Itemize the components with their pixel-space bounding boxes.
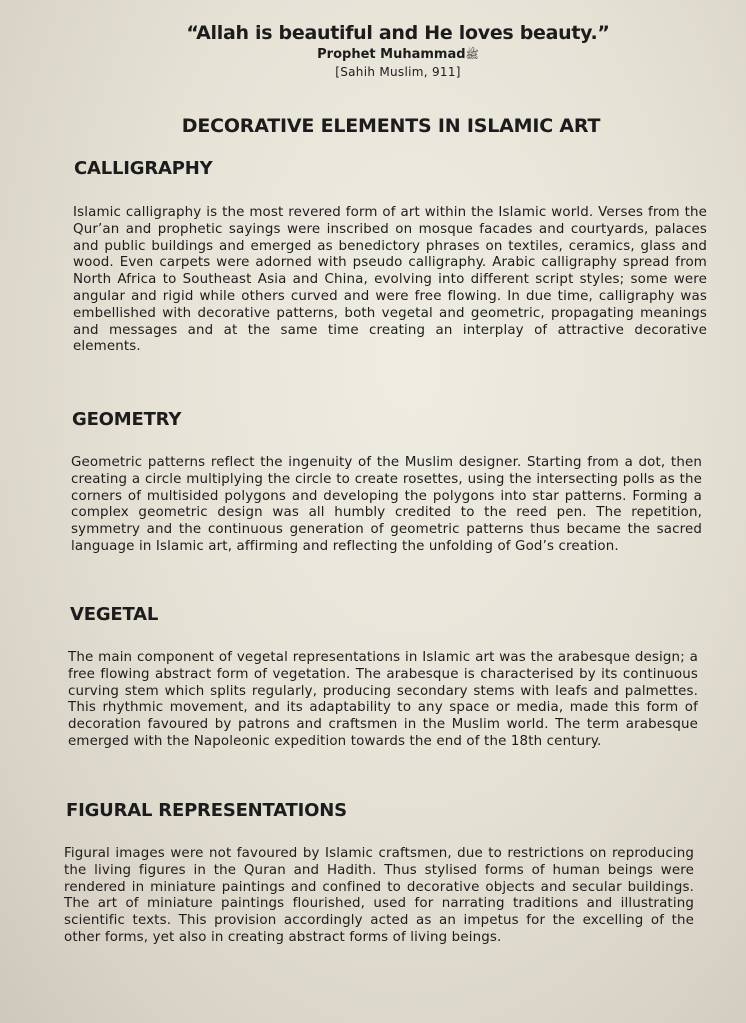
section-heading-geometry: GEOMETRY	[72, 409, 182, 430]
quote-attribution	[50, 46, 746, 64]
section-body-vegetal: The main component of vegetal representations in Islamic art was the arabesque design; a free flowing abstract form of vegetation. The arabesque is characterised by its continuous curving stem which splits regularly, producing secondary stems with leafs and palmettes. This rhythmic movement, and its adaptability to any space or media, made this form of decoration favoured by patrons and craftsmen in the Muslim world. The term arabesque emerged with the Napoleonic expedition towards the end of the 18th century.	[68, 650, 698, 749]
honorific-glyph: ﷺ	[465, 48, 479, 61]
quote-reference: [Sahih Muslim, 911]	[335, 65, 461, 79]
quote-block	[0, 20, 746, 81]
section-heading-figural: FIGURAL REPRESENTATIONS	[66, 800, 347, 821]
section-body-figural: Figural images were not favoured by Islamic craftsmen, due to restrictions on reproducing the living figures in the Quran and Hadith. Thus stylised forms of human beings were rendered in miniature paintings and confined to decorative objects and secular buildings. The art of miniature paintings flourished, used for narrating traditions and illustrating scientific texts. This provision accordingly acted as an impetus for the excelling of the other forms, yet also in creating abstract forms of living beings.	[64, 846, 694, 945]
section-heading-calligraphy: CALLIGRAPHY	[74, 158, 213, 179]
quote-text: “Allah is beautiful and He loves beauty.”	[186, 22, 610, 44]
section-body-calligraphy: Islamic calligraphy is the most revered form of art within the Islamic world. Verses from the Qur’an and prophetic sayings were inscribed on mosque facades and courtyards, palaces and public buildings and emerged as benedictory phrases on textiles, ceramics, glass and wood. Even carpets were adorned with pseudo calligraphy. Arabic calligraphy spread from North Africa to Southeast Asia and China, evolving into different script styles; some were angular and rigid while others curved and were free flowing. In due time, calligraphy was embellished with decorative patterns, both vegetal and geometric, propagating meanings and messages and at the same time creating an interplay of attractive decorative elements.	[73, 205, 707, 355]
section-body-geometry: Geometric patterns reflect the ingenuity of the Muslim designer. Starting from a dot, then creating a circle multiplying the circle to create rosettes, using the intersecting polls as the corners of multisided polygons and developing the polygons into star patterns. Forming a complex geometric design was all humbly credited to the reed pen. The repetition, symmetry and the continuous generation of geometric patterns thus became the sacred language in Islamic art, affirming and reflecting the unfolding of God’s creation.	[71, 455, 702, 554]
page-title: DECORATIVE ELEMENTS IN ISLAMIC ART	[181, 115, 601, 137]
section-heading-vegetal: VEGETAL	[70, 604, 159, 625]
attribution-name: Prophet Muhammad	[317, 47, 466, 62]
